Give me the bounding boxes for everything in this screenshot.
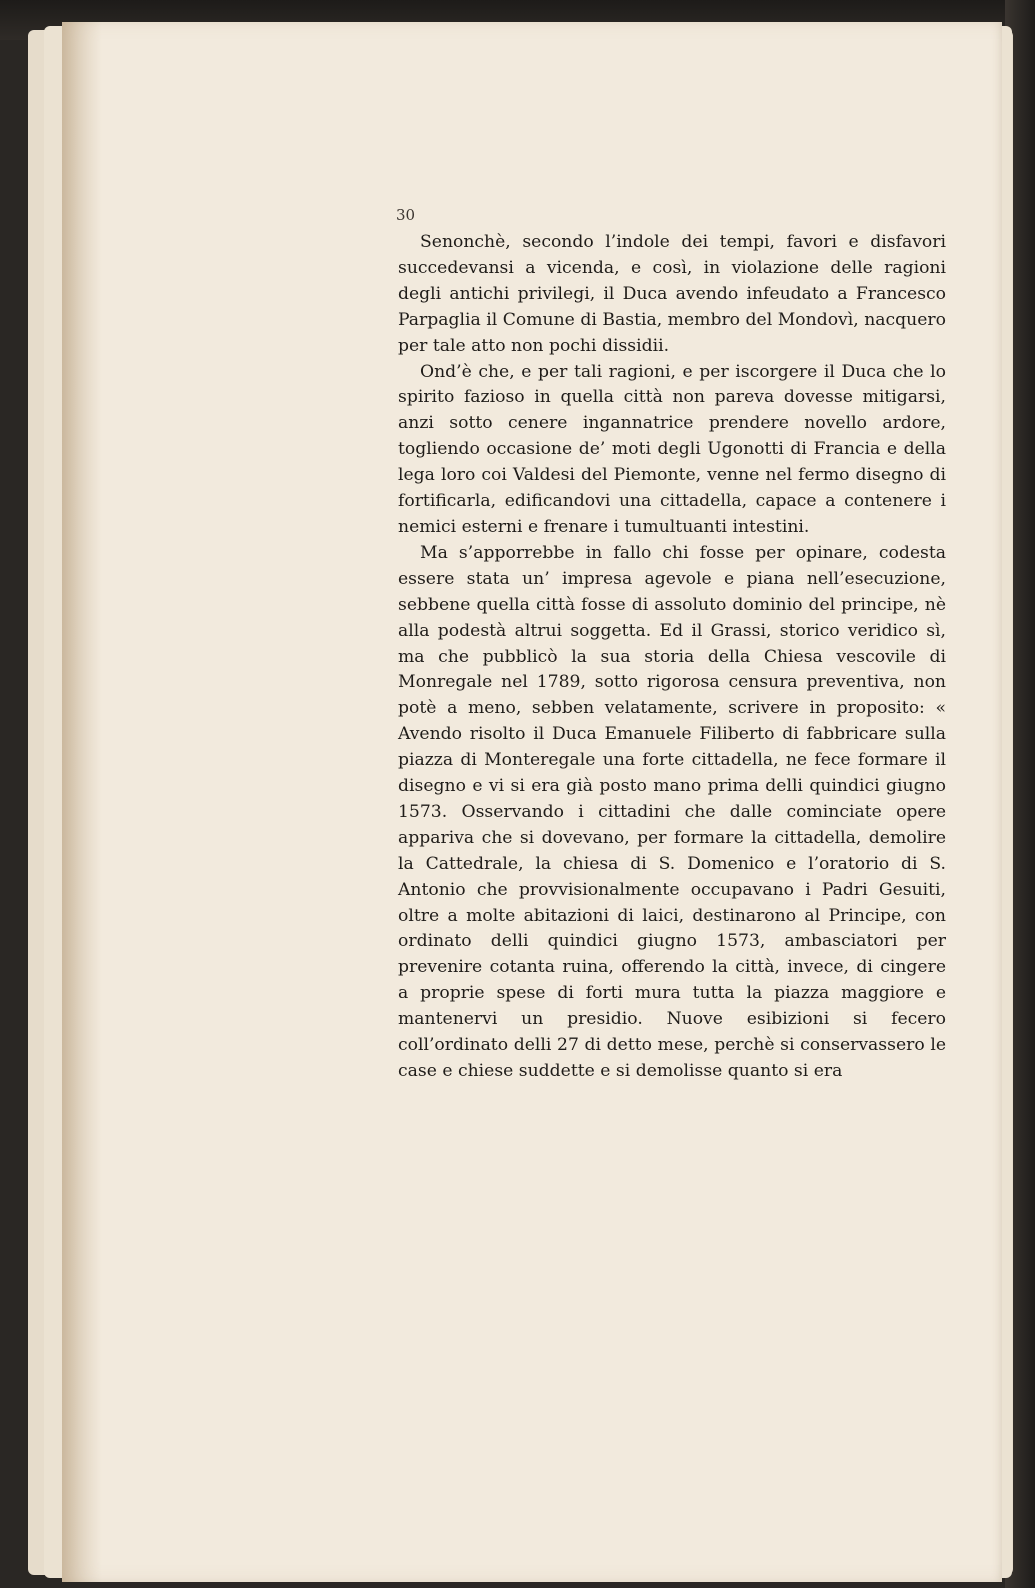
body-text [398, 230, 946, 1085]
paragraph-3: Ma s’apporrebbe in fallo chi fosse per opinare, codesta essere stata un’ impresa agevole e piana nell’esecuzione, sebbene quella città fosse di assoluto dominio del principe, nè alla podestà altrui soggetta. Ed il Grassi, storico veridico sì, ma che pubblicò la sua storia della Chiesa vescovile di Monregale nel 1789, sotto rigorosa censura preventiva, non potè a meno, sebben velatamente, scrivere in proposito: « Avendo risolto il Duca Emanuele Filiberto di fabbricare sulla piazza di Monteregale una forte cittadella, ne fece formare il disegno e vi si era già posto mano prima delli quindici giugno 1573. Osservando i cittadini che dalle cominciate opere appariva che si dovevano, per formare la cittadella, demolire la Cattedrale, la chiesa di S. Domenico e l’oratorio di S. Antonio che provvisionalmente occupavano i Padri Gesuiti, oltre a molte abitazioni di laici, destinarono al Principe, con ordinato delli quindici giugno 1573, ambasciatori per prevenire cotanta ruina, offerendo la città, invece, di cingere a proprie spese di forti mura tutta la piazza maggiore e mantenervi un presidio. Nuove esibizioni si fecero coll’ordinato delli 27 di detto mese, perchè si conservassero le case e chiese suddette e si demolisse quanto si era [398, 542, 946, 1081]
page-gutter-shadow [62, 22, 102, 1582]
page-number: 30 [396, 206, 416, 224]
paragraph-2: Ond’è che, e per tali ragioni, e per iscorgere il Duca che lo spirito fazioso in quella città non pareva dovesse mitigarsi, anzi sotto cenere ingannatrice prendere novello ardore, togliendo occasione de’ moti degli Ugonotti di Francia e della lega loro coi Valdesi del Piemonte, venne nel fermo disegno di fortificarla, edificandovi una cittadella, capace a contenere i nemici esterni e frenare i tumultuanti intestini. [398, 361, 946, 537]
paragraph-1: Senonchè, secondo l’indole dei tempi, favori e disfavori succedevansi a vicenda, e così, in violazione delle ragioni degli antichi privilegi, il Duca avendo infeudato a Francesco Parpaglia il Comune di Bastia, membro del Mondovì, nacquero per tale atto non pochi dissidii. [398, 232, 946, 356]
